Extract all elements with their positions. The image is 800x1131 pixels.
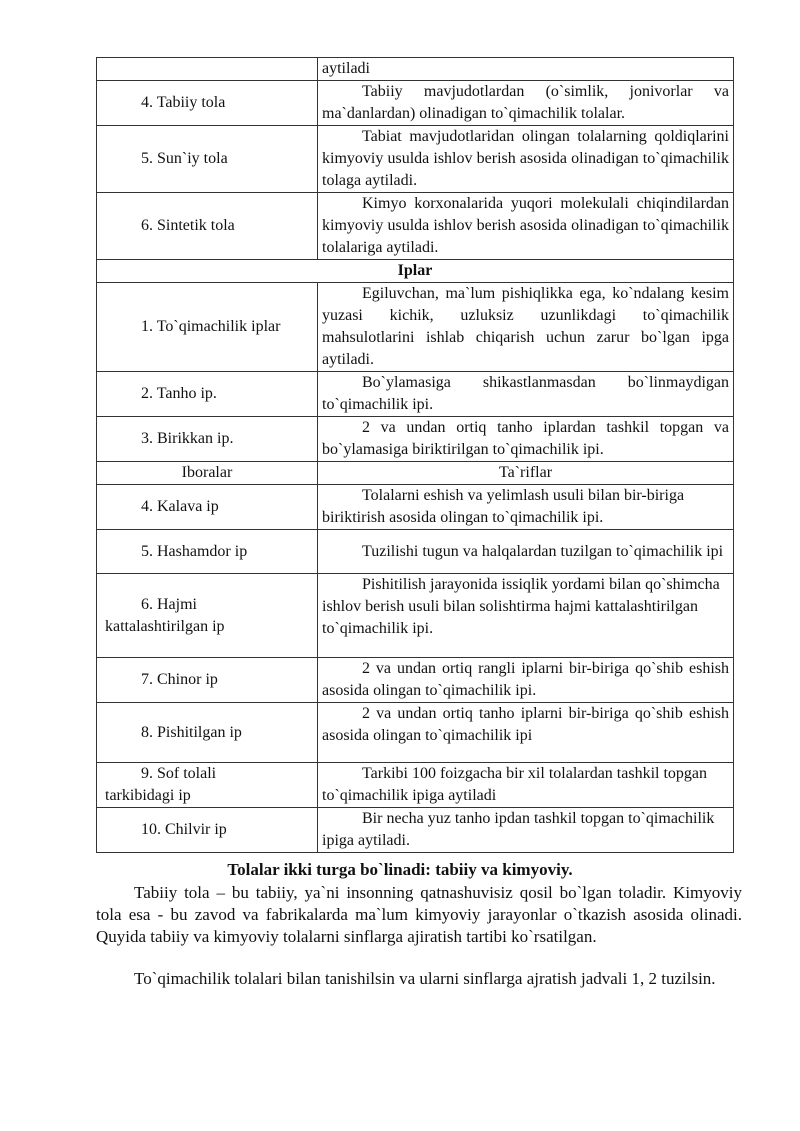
header-row	[97, 462, 734, 485]
column-header-definitions: Ta`riflar	[318, 462, 734, 485]
term-cell: 8. Pishitilgan ip	[97, 703, 318, 763]
table-row	[97, 81, 734, 126]
definition-cell: aytiladi	[318, 58, 734, 81]
section-heading: Iplar	[97, 260, 734, 283]
definition-cell: Egiluvchan, ma`lum pishiqlikka ega, ko`ndalang kesim yuzasi kichik, uzluksiz uzunlikdagi to`qimachilik mahsulotlarini ishlab chiqarish uchun zarur bo`lgan ipga aytiladi.	[318, 283, 734, 372]
paragraph: Tabiiy tola – bu tabiiy, ya`ni insonning qatnashuvisiz qosil bo`lgan toladir. Kimyoviy tola esa - bu zavod va fabrikalarda ma`lum kimyoviy jarayonlar o`tkazish asosida olinadi. Quyida tabiiy va kimyoviy tolalarni sinflarga ajiratish tartibi ko`rsatilgan.	[96, 883, 742, 946]
definition-cell: Bir necha yuz tanho ipdan tashkil topgan to`qimachilik ipiga aytiladi.	[318, 808, 734, 853]
term-line-1: 9. Sof tolali	[141, 765, 217, 782]
table-row	[97, 417, 734, 462]
table-row	[97, 193, 734, 260]
table-row	[97, 658, 734, 703]
term-cell: 6. Sintetik tola	[97, 193, 318, 260]
term-cell	[97, 574, 318, 658]
definition-cell: Pishitilish jarayonida issiqlik yordami bilan qo`shimcha ishlov berish usuli bilan solishtirma hajmi kattalashtirilgan to`qimachilik ipi.	[318, 574, 734, 658]
term-cell: 2. Tanho ip.	[97, 372, 318, 417]
table-row	[97, 126, 734, 193]
definition-cell: Tabiat mavjudotlaridan olingan tolalarning qoldiqlarini kimyoviy usulda ishlov berish asosida olinadigan to`qimachilik tolaga aytiladi.	[318, 126, 734, 193]
definition-cell: Tuzilishi tugun va halqalardan tuzilgan to`qimachilik ipi	[318, 530, 734, 574]
table-row	[97, 703, 734, 763]
term-cell	[97, 763, 318, 808]
paragraph: To`qimachilik tolalari bilan tanishilsin va ularni sinflarga ajratish jadvali 1, 2 tuzilsin.	[134, 969, 716, 988]
section-row	[97, 260, 734, 283]
term-cell: 5. Sun`iy tola	[97, 126, 318, 193]
section-title: Tolalar ikki turga bo`linadi: tabiiy va kimyoviy.	[227, 860, 573, 879]
term-line-1: 6. Hajmi	[141, 595, 197, 613]
definition-cell: 2 va undan ortiq rangli iplarni bir-biriga qo`shib eshish asosida olingan to`qimachilik ipi.	[318, 658, 734, 703]
term-cell	[97, 58, 318, 81]
term-cell: 4. Kalava ip	[97, 485, 318, 530]
definition-cell: Tarkibi 100 foizgacha bir xil tolalardan tashkil topgan to`qimachilik ipiga aytiladi	[318, 763, 734, 808]
table-row	[97, 763, 734, 808]
table-row	[97, 485, 734, 530]
definition-cell: Tabiiy mavjudotlardan (o`simlik, jonivorlar va ma`danlardan) olinadigan to`qimachilik tolalar.	[318, 81, 734, 126]
term-cell: 3. Birikkan ip.	[97, 417, 318, 462]
definition-cell: 2 va undan ortiq tanho iplardan tashkil topgan va bo`ylamasiga biriktirilgan to`qimachilik ipi.	[318, 417, 734, 462]
term-line-2: kattalashtirilgan ip	[105, 617, 225, 635]
definition-cell: Kimyo korxonalarida yuqori molekulali chiqindilardan kimyoviy usulda ishlov berish asosida olinadigan to`qimachilik tolalariga aytiladi.	[318, 193, 734, 260]
definition-cell: Tolalarni eshish va yelimlash usuli bilan bir-biriga biriktirish asosida olingan to`qimachilik ipi.	[318, 485, 734, 530]
table-row	[97, 808, 734, 853]
term-cell: 7. Chinor ip	[97, 658, 318, 703]
term-line-2: tarkibidagi ip	[105, 787, 191, 804]
term-cell: 4. Tabiiy tola	[97, 81, 318, 126]
table-row	[97, 530, 734, 574]
table-row	[97, 574, 734, 658]
table-row	[97, 372, 734, 417]
table-row	[97, 58, 734, 81]
terms-table	[96, 57, 734, 853]
term-cell: 5. Hashamdor ip	[97, 530, 318, 574]
column-header-terms: Iboralar	[97, 462, 318, 485]
definition-cell: 2 va undan ortiq tanho iplarni bir-biriga qo`shib eshish asosida olingan to`qimachilik ipi	[318, 703, 734, 763]
term-cell: 1. To`qimachilik iplar	[97, 283, 318, 372]
definition-cell: Bo`ylamasiga shikastlanmasdan bo`linmaydigan to`qimachilik ipi.	[318, 372, 734, 417]
term-cell: 10. Chilvir ip	[97, 808, 318, 853]
table-row	[97, 283, 734, 372]
